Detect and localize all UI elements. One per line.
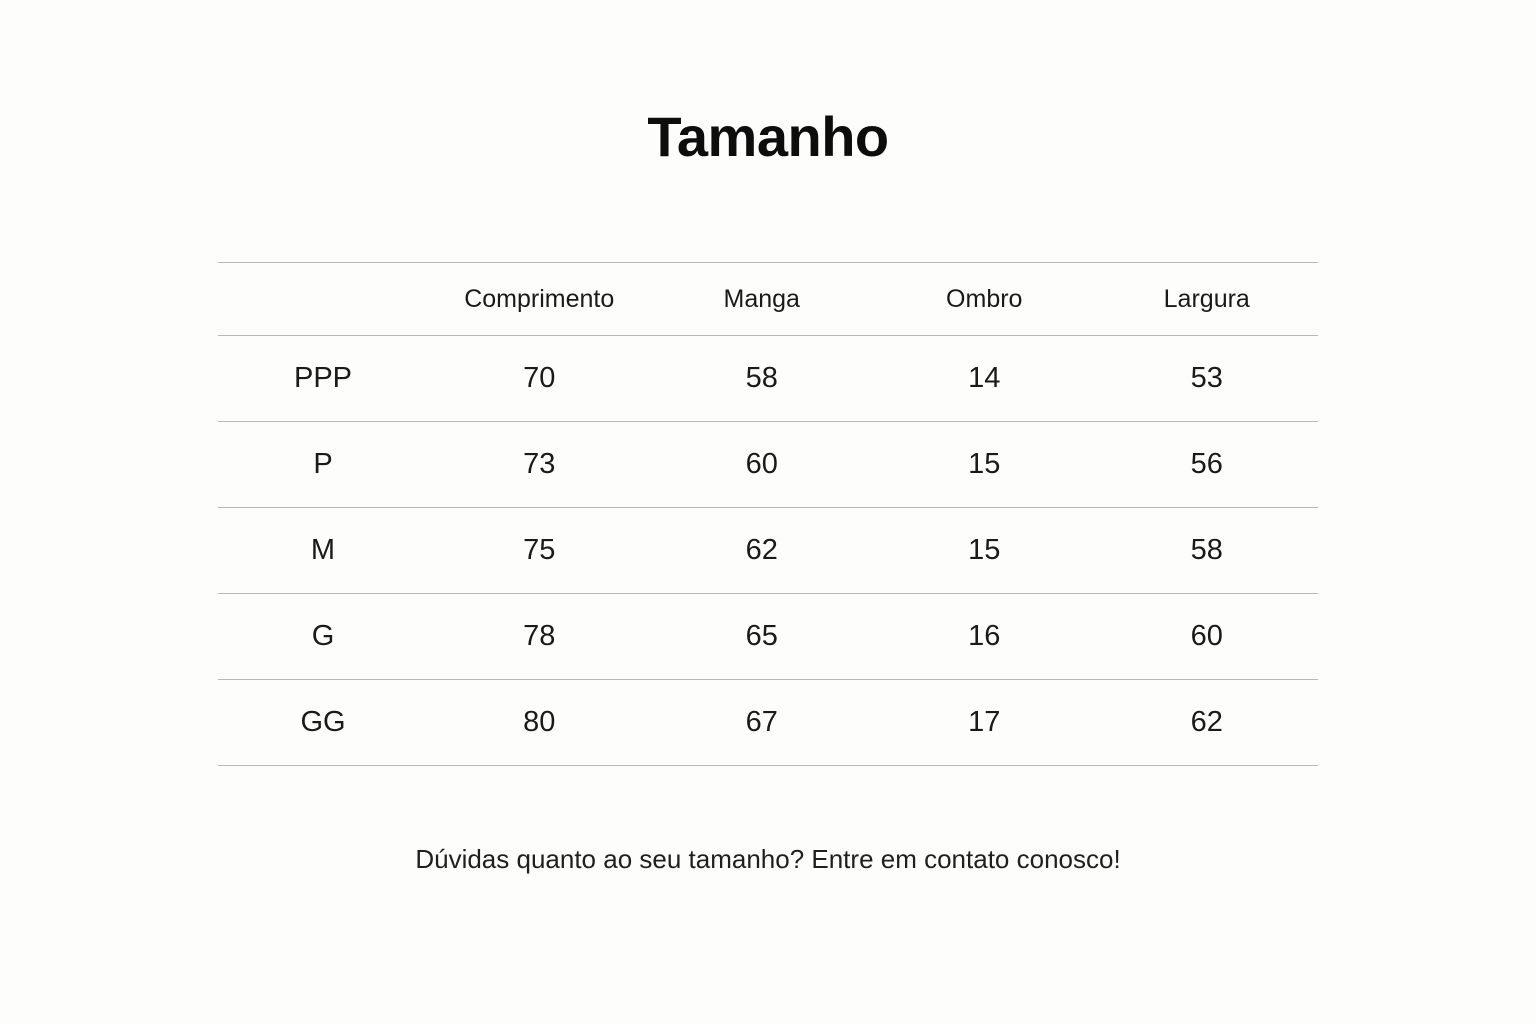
cell-largura: 58 — [1190, 534, 1223, 566]
column-header-comprimento: Comprimento — [464, 285, 615, 313]
cell-comprimento: 70 — [523, 362, 556, 394]
cell-largura: 62 — [1190, 706, 1223, 738]
cell-manga: 60 — [745, 448, 778, 480]
column-header-size — [218, 263, 428, 336]
cell-ombro: 15 — [968, 534, 1001, 566]
cell-comprimento: 80 — [523, 706, 556, 738]
table-row — [218, 594, 1318, 680]
cell-largura: 53 — [1190, 362, 1223, 394]
table-row — [218, 680, 1318, 766]
size-table — [218, 262, 1318, 766]
column-header-ombro: Ombro — [946, 285, 1023, 313]
cell-ombro: 17 — [968, 706, 1001, 738]
cell-manga: 62 — [745, 534, 778, 566]
cell-size: PPP — [293, 362, 353, 394]
size-table-container — [218, 169, 1318, 766]
table-row — [218, 422, 1318, 508]
cell-size: M — [310, 534, 336, 566]
cell-comprimento: 73 — [523, 448, 556, 480]
page-title: Tamanho — [647, 105, 889, 168]
table-row — [218, 508, 1318, 594]
cell-largura: 60 — [1190, 620, 1223, 652]
table-row — [218, 336, 1318, 422]
cell-comprimento: 78 — [523, 620, 556, 652]
cell-ombro: 14 — [968, 362, 1001, 394]
table-header — [218, 263, 1318, 336]
cell-largura: 56 — [1190, 448, 1223, 480]
cell-ombro: 16 — [968, 620, 1001, 652]
cell-size: G — [311, 620, 335, 652]
table-body — [218, 336, 1318, 766]
cell-size: GG — [300, 706, 346, 738]
column-header-manga: Manga — [723, 285, 800, 313]
cell-comprimento: 75 — [523, 534, 556, 566]
contact-footnote: Dúvidas quanto ao seu tamanho? Entre em contato conosco! — [415, 844, 1121, 874]
cell-manga: 58 — [745, 362, 778, 394]
cell-manga: 65 — [745, 620, 778, 652]
cell-manga: 67 — [745, 706, 778, 738]
table-header-row — [218, 263, 1318, 336]
cell-size: P — [313, 448, 333, 480]
column-header-largura: Largura — [1163, 285, 1250, 313]
cell-ombro: 15 — [968, 448, 1001, 480]
